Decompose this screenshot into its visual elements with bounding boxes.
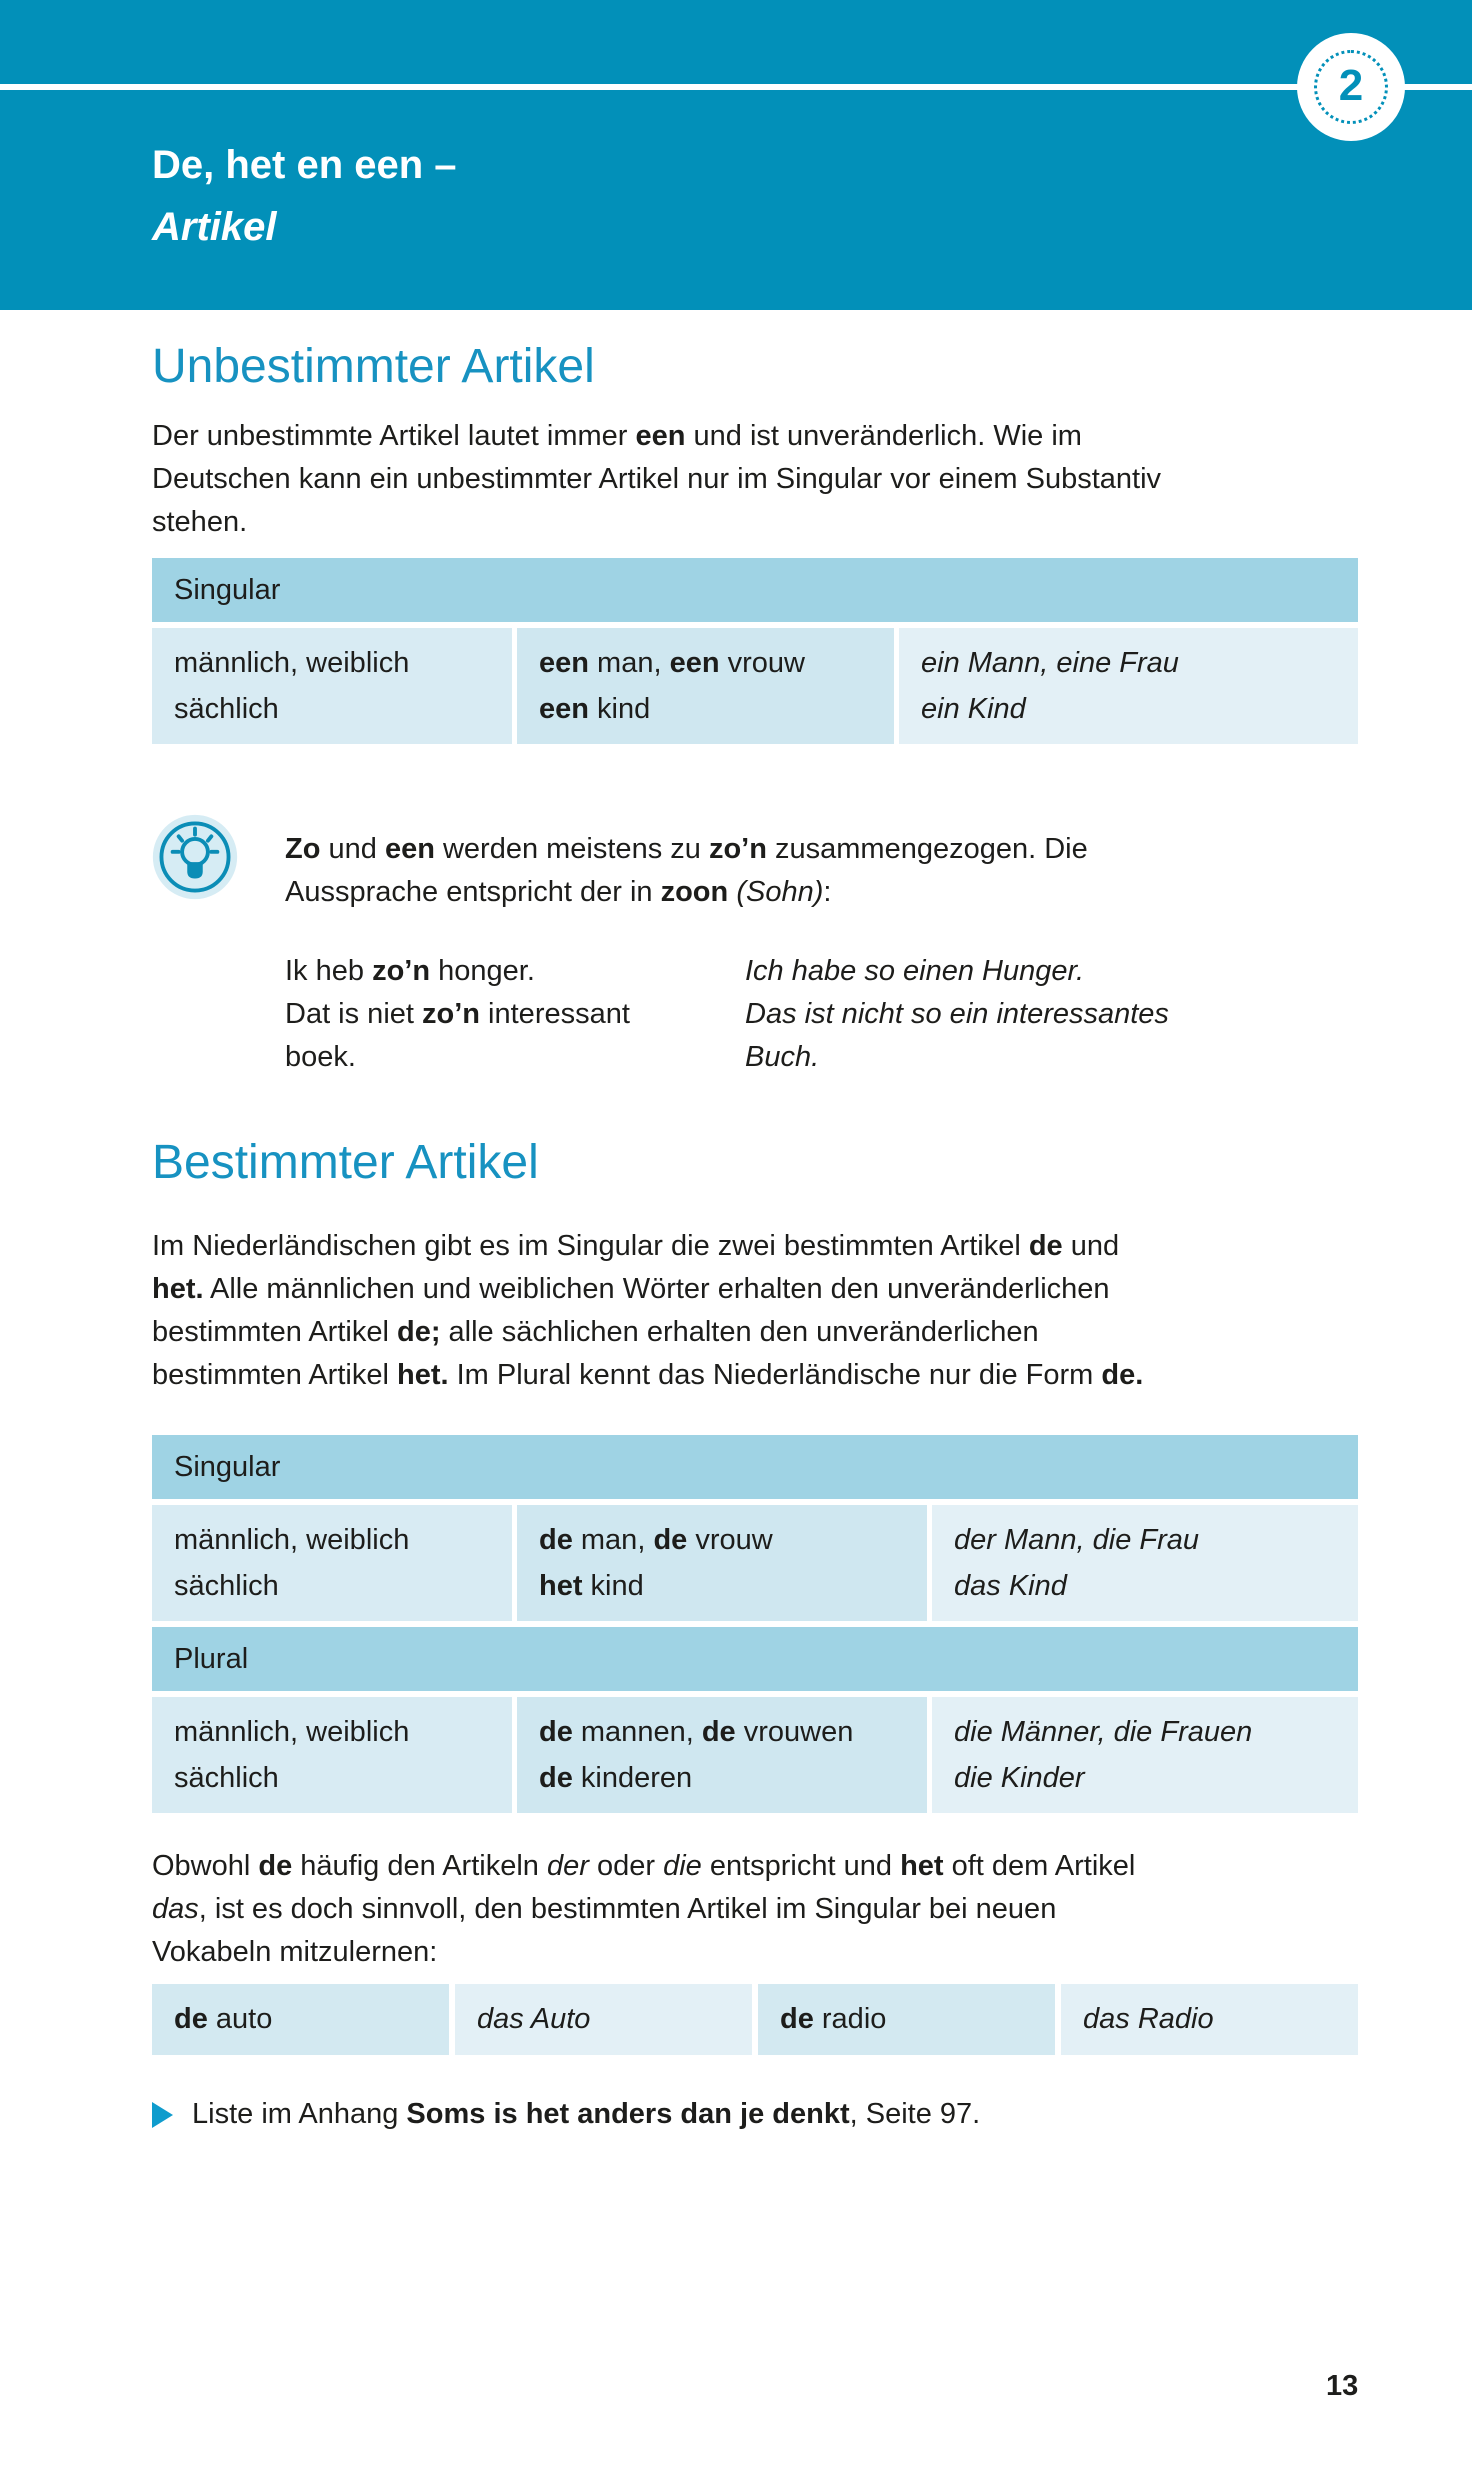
article-example-cell: das Auto	[455, 1984, 752, 2055]
usage-paragraph: Obwohl de häufig den Artikeln der oder die entspricht und het oft dem Artikel das, ist es doch sinnvoll, den bestimmten Artikel im Singular bei neuen Vokabeln mitzulernen:	[152, 1850, 1136, 1968]
table-row	[152, 628, 1358, 744]
definite-article-paragraph: Im Niederländischen gibt es im Singular die zwei bestimmten Artikel de und het. Alle männlichen und weiblichen Wörter erhalten den unveränderlichen bestimmten Artikel de; alle sächlichen erhalten den unveränderlichen bestimmten Artikel het. Im Plural kennt das Niederländische nur die Form de.	[152, 1230, 1144, 1391]
lightbulb-icon	[152, 814, 238, 900]
dutch-examples-cell: de mannen, de vrouwen de kinderen	[517, 1697, 927, 1813]
pointer-arrow-icon	[152, 2102, 173, 2128]
table-row	[152, 1697, 1358, 1813]
gender-label-cell: männlich, weiblich sächlich	[152, 628, 512, 744]
table-header-singular: Singular	[152, 558, 1358, 622]
dutch-examples-cell: de man, de vrouw het kind	[517, 1505, 927, 1621]
chapter-badge-number: 2	[1314, 50, 1388, 124]
gender-label-cell: männlich, weiblich sächlich	[152, 1697, 512, 1813]
german-translation-cell: ein Mann, eine Frau ein Kind	[899, 628, 1358, 744]
indefinite-article-table	[152, 558, 1358, 744]
table-header-singular: Singular	[152, 1435, 1358, 1499]
article-example-cell: de radio	[758, 1984, 1055, 2055]
tip-text: Zo und een werden meistens zu zo’n zusammengezogen. Die Aussprache entspricht der in zoon (Sohn):	[285, 833, 1088, 908]
definite-article-table	[152, 1435, 1358, 1813]
article-example-cell: de auto	[152, 1984, 449, 2055]
article-examples-table	[152, 1984, 1358, 2055]
chapter-title-line2: Artikel	[152, 205, 277, 249]
tip-example-german: Ich habe so einen Hunger. Das ist nicht so ein interessantes Buch.	[745, 955, 1169, 1073]
section-heading-bestimmter: Bestimmter Artikel	[152, 1136, 539, 1189]
table-header-plural: Plural	[152, 1627, 1358, 1691]
chapter-rule	[0, 84, 1472, 90]
german-translation-cell: der Mann, die Frau das Kind	[932, 1505, 1358, 1621]
dutch-examples-cell: een man, een vrouw een kind	[517, 628, 894, 744]
section-heading-unbestimmter: Unbestimmter Artikel	[152, 340, 595, 393]
tip-body	[285, 814, 1169, 1079]
page-content	[152, 341, 1358, 2136]
german-translation-cell: die Männer, die Frauen die Kinder	[932, 1697, 1358, 1813]
appendix-note-text: Liste im Anhang Soms is het anders dan je denkt, Seite 97.	[192, 2098, 981, 2130]
chapter-title-line1: De, het en een –	[152, 143, 457, 187]
table-row	[152, 1505, 1358, 1621]
page-number: 13	[1326, 2370, 1359, 2402]
gender-label-cell: männlich, weiblich sächlich	[152, 1505, 512, 1621]
tip-box	[152, 814, 1358, 1079]
chapter-badge	[1297, 33, 1405, 141]
intro-paragraph: Der unbestimmte Artikel lautet immer een und ist unveränderlich. Wie im Deutschen kann ein unbestimmter Artikel nur im Singular vor einem Substantiv stehen.	[152, 420, 1162, 538]
article-example-cell: das Radio	[1061, 1984, 1358, 2055]
table-row	[152, 1984, 1358, 2055]
tip-examples	[285, 950, 1169, 1079]
chapter-header	[0, 0, 1472, 310]
appendix-note	[152, 2093, 1358, 2136]
chapter-title	[152, 134, 457, 258]
tip-example-dutch: Ik heb zo’n honger. Dat is niet zo’n interessant boek.	[285, 955, 630, 1073]
